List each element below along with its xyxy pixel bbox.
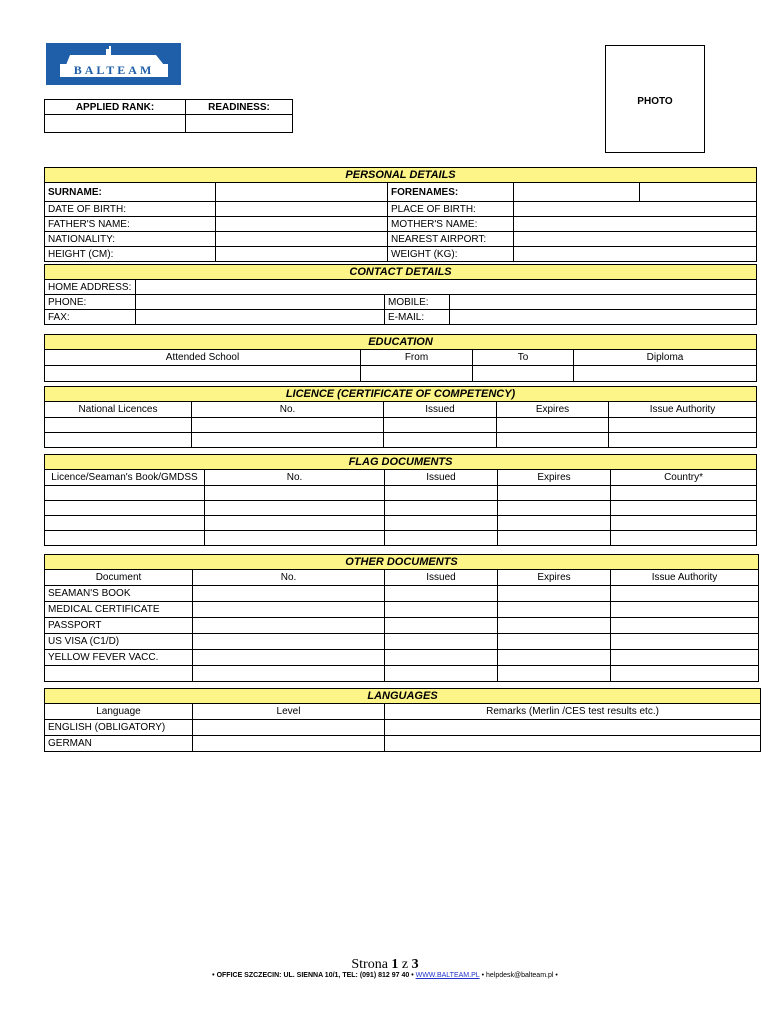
other-documents-table <box>44 554 759 682</box>
edu-to-field[interactable] <box>473 366 574 382</box>
table-cell[interactable] <box>498 531 611 546</box>
readiness-field[interactable] <box>186 115 293 133</box>
edu-school-field[interactable] <box>45 366 361 382</box>
table-cell[interactable] <box>205 486 385 501</box>
table-cell[interactable] <box>385 736 761 752</box>
table-cell[interactable] <box>611 486 757 501</box>
table-cell[interactable] <box>498 666 611 682</box>
table-cell[interactable] <box>45 516 205 531</box>
table-row <box>45 418 757 433</box>
doc-medical-certificate: MEDICAL CERTIFICATE <box>45 602 193 618</box>
table-cell[interactable] <box>385 501 498 516</box>
weight-label: WEIGHT (KG): <box>388 247 514 262</box>
table-cell[interactable] <box>45 531 205 546</box>
forenames-field-2[interactable] <box>640 183 757 202</box>
table-row <box>45 602 759 618</box>
table-cell[interactable] <box>45 666 193 682</box>
table-row <box>45 501 757 516</box>
dob-label: DATE OF BIRTH: <box>45 202 216 217</box>
table-cell[interactable] <box>611 618 759 634</box>
edu-diploma-field[interactable] <box>574 366 757 382</box>
doc-yellow-fever: YELLOW FEVER VACC. <box>45 650 193 666</box>
flag-documents-table <box>44 454 757 546</box>
table-cell[interactable] <box>385 720 761 736</box>
footer <box>0 972 770 979</box>
lic-col-expires: Expires <box>497 402 609 418</box>
email-label: E-MAIL: <box>385 310 450 325</box>
table-row <box>45 720 761 736</box>
table-cell[interactable] <box>193 634 385 650</box>
flag-col-issued: Issued <box>385 470 498 486</box>
mother-name-field[interactable] <box>514 217 757 232</box>
fax-label: FAX: <box>45 310 136 325</box>
page-number <box>0 957 770 973</box>
pob-label: PLACE OF BIRTH: <box>388 202 514 217</box>
table-cell[interactable] <box>498 602 611 618</box>
forenames-field-1[interactable] <box>514 183 640 202</box>
other-col-expires: Expires <box>498 570 611 586</box>
table-cell[interactable] <box>385 650 498 666</box>
table-cell[interactable] <box>611 586 759 602</box>
mobile-field[interactable] <box>450 295 757 310</box>
readiness-label: READINESS: <box>186 100 293 115</box>
personal-details-title: PERSONAL DETAILS <box>45 168 757 183</box>
table-cell[interactable] <box>193 650 385 666</box>
table-row <box>45 618 759 634</box>
table-cell[interactable] <box>193 736 385 752</box>
table-cell[interactable] <box>611 650 759 666</box>
table-cell[interactable] <box>385 634 498 650</box>
doc-seamans-book: SEAMAN'S BOOK <box>45 586 193 602</box>
footer-website-link[interactable]: WWW.BALTEAM.PL <box>415 972 480 979</box>
education-table <box>44 334 757 382</box>
home-address-label: HOME ADDRESS: <box>45 280 136 295</box>
table-cell[interactable] <box>611 516 757 531</box>
logo-text: BALTEAM <box>60 64 168 77</box>
table-cell[interactable] <box>611 666 759 682</box>
languages-title: LANGUAGES <box>45 689 761 704</box>
table-cell[interactable] <box>611 501 757 516</box>
father-name-label: FATHER'S NAME: <box>45 217 216 232</box>
table-cell[interactable] <box>193 720 385 736</box>
forenames-label: FORENAMES: <box>388 183 514 202</box>
table-cell[interactable] <box>45 486 205 501</box>
table-row <box>45 516 757 531</box>
contact-details-table <box>44 264 757 325</box>
lang-col-level: Level <box>193 704 385 720</box>
footer-email: • helpdesk@balteam.pl • <box>481 972 558 979</box>
table-cell[interactable] <box>385 618 498 634</box>
nationality-label: NATIONALITY: <box>45 232 216 247</box>
table-cell[interactable] <box>498 501 611 516</box>
flag-col-expires: Expires <box>498 470 611 486</box>
table-cell[interactable] <box>498 618 611 634</box>
languages-table <box>44 688 761 752</box>
table-cell[interactable] <box>205 531 385 546</box>
table-cell[interactable] <box>498 634 611 650</box>
table-row <box>45 586 759 602</box>
nationality-field[interactable] <box>216 232 388 247</box>
table-cell[interactable] <box>611 531 757 546</box>
pob-field[interactable] <box>514 202 757 217</box>
table-cell[interactable] <box>611 602 759 618</box>
lic-col-issued: Issued <box>384 402 497 418</box>
table-row <box>45 486 757 501</box>
table-cell[interactable] <box>192 433 384 448</box>
table-row <box>45 736 761 752</box>
table-cell[interactable] <box>497 418 609 433</box>
table-cell[interactable] <box>609 418 757 433</box>
father-name-field[interactable] <box>216 217 388 232</box>
table-cell[interactable] <box>611 634 759 650</box>
flag-col-licence: Licence/Seaman's Book/GMDSS <box>45 470 205 486</box>
table-cell[interactable] <box>385 586 498 602</box>
lang-col-remarks: Remarks (Merlin /CES test results etc.) <box>385 704 761 720</box>
other-col-document: Document <box>45 570 193 586</box>
email-field[interactable] <box>450 310 757 325</box>
lang-german: GERMAN <box>45 736 193 752</box>
rank-readiness-table <box>44 99 293 133</box>
phone-label: PHONE: <box>45 295 136 310</box>
lang-english: ENGLISH (OBLIGATORY) <box>45 720 193 736</box>
table-cell[interactable] <box>192 418 384 433</box>
table-cell[interactable] <box>385 666 498 682</box>
other-col-issued: Issued <box>385 570 498 586</box>
table-cell[interactable] <box>193 618 385 634</box>
table-cell[interactable] <box>609 433 757 448</box>
table-cell[interactable] <box>385 531 498 546</box>
table-cell[interactable] <box>193 666 385 682</box>
height-label: HEIGHT (CM): <box>45 247 216 262</box>
contact-details-title: CONTACT DETAILS <box>45 265 757 280</box>
balteam-logo <box>46 43 181 85</box>
education-title: EDUCATION <box>45 335 757 350</box>
flag-documents-title: FLAG DOCUMENTS <box>45 455 757 470</box>
edu-from-field[interactable] <box>361 366 473 382</box>
home-address-field[interactable] <box>136 280 757 295</box>
table-cell[interactable] <box>498 516 611 531</box>
photo-label: PHOTO <box>637 96 673 107</box>
edu-col-from: From <box>361 350 473 366</box>
licence-title: LICENCE (CERTIFICATE OF COMPETENCY) <box>45 387 757 402</box>
airport-field[interactable] <box>514 232 757 247</box>
personal-details-table <box>44 167 757 262</box>
table-row <box>45 666 759 682</box>
applied-rank-field[interactable] <box>45 115 186 133</box>
applied-rank-label: APPLIED RANK: <box>45 100 186 115</box>
dob-field[interactable] <box>216 202 388 217</box>
doc-us-visa: US VISA (C1/D) <box>45 634 193 650</box>
height-field[interactable] <box>216 247 388 262</box>
table-cell[interactable] <box>385 602 498 618</box>
flag-col-no: No. <box>205 470 385 486</box>
table-row <box>45 650 759 666</box>
other-documents-title: OTHER DOCUMENTS <box>45 555 759 570</box>
fax-field[interactable] <box>136 310 385 325</box>
flag-col-country: Country* <box>611 470 757 486</box>
footer-office: • OFFICE SZCZECIN: UL. SIENNA 10/1, TEL: (091) 812 97 40 • <box>212 972 414 979</box>
airport-label: NEAREST AIRPORT: <box>388 232 514 247</box>
table-row <box>45 531 757 546</box>
weight-field[interactable] <box>514 247 757 262</box>
table-cell[interactable] <box>384 418 497 433</box>
table-cell[interactable] <box>384 433 497 448</box>
edu-col-school: Attended School <box>45 350 361 366</box>
table-cell[interactable] <box>45 501 205 516</box>
other-col-authority: Issue Authority <box>611 570 759 586</box>
table-cell[interactable] <box>497 433 609 448</box>
lic-col-no: No. <box>192 402 384 418</box>
table-cell[interactable] <box>193 586 385 602</box>
table-cell[interactable] <box>498 650 611 666</box>
mother-name-label: MOTHER'S NAME: <box>388 217 514 232</box>
photo-box[interactable] <box>605 45 705 153</box>
other-col-no: No. <box>193 570 385 586</box>
page-total: 3 <box>411 957 419 972</box>
table-cell[interactable] <box>205 516 385 531</box>
lang-col-language: Language <box>45 704 193 720</box>
edu-col-to: To <box>473 350 574 366</box>
mobile-label: MOBILE: <box>385 295 450 310</box>
edu-col-diploma: Diploma <box>574 350 757 366</box>
table-cell[interactable] <box>385 486 498 501</box>
table-cell[interactable] <box>205 501 385 516</box>
lic-col-authority: Issue Authority <box>609 402 757 418</box>
doc-passport: PASSPORT <box>45 618 193 634</box>
page-sep: z <box>398 957 412 972</box>
surname-label: SURNAME: <box>45 183 216 202</box>
phone-field[interactable] <box>136 295 385 310</box>
table-cell[interactable] <box>45 418 192 433</box>
licence-table <box>44 386 757 448</box>
table-cell[interactable] <box>498 586 611 602</box>
lic-col-national: National Licences <box>45 402 192 418</box>
page-current: 1 <box>391 957 399 972</box>
table-row <box>45 634 759 650</box>
table-cell[interactable] <box>193 602 385 618</box>
table-cell[interactable] <box>498 486 611 501</box>
table-cell[interactable] <box>385 516 498 531</box>
table-row <box>45 433 757 448</box>
page-prefix: Strona <box>351 957 392 972</box>
table-cell[interactable] <box>45 433 192 448</box>
surname-field[interactable] <box>216 183 388 202</box>
